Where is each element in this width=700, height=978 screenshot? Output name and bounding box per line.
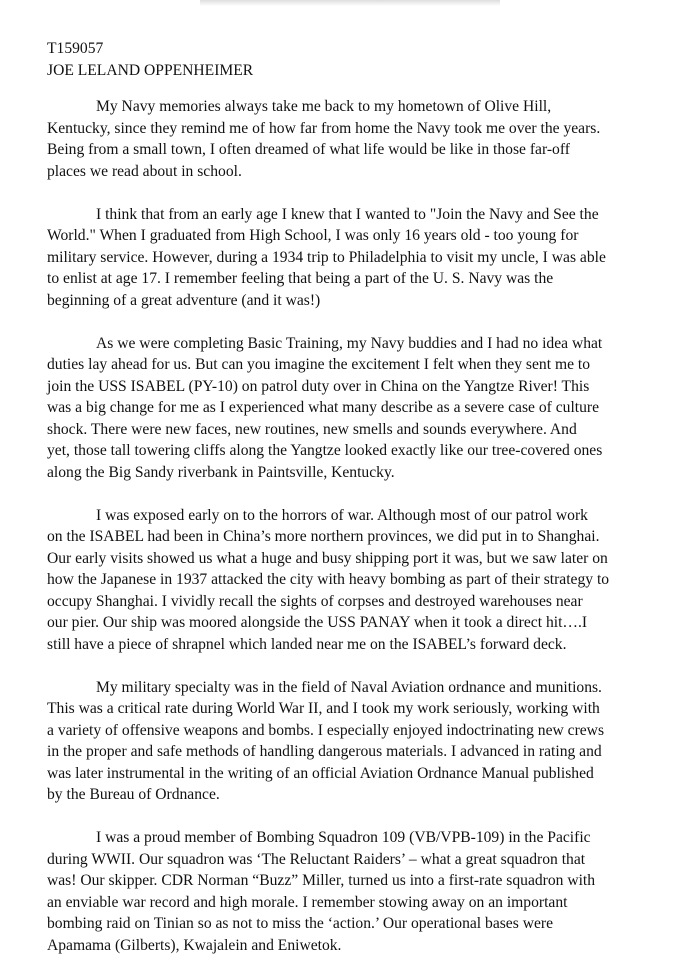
paragraph-line: My Navy memories always take me back to my hometown of Olive Hill, xyxy=(96,98,552,115)
paragraph-line: This was a critical rate during World War II, and I took my work seriously, working with xyxy=(47,700,600,718)
paragraph-line: was! Our skipper. CDR Norman “Buzz” Miller, turned us into a first-rate squadron with xyxy=(47,872,596,890)
paragraph-enlistment xyxy=(47,204,673,312)
paragraph-line: how the Japanese in 1937 attacked the city with heavy bombing as part of their strategy to xyxy=(47,571,610,589)
paragraph-line: by the Bureau of Ordnance. xyxy=(47,786,220,804)
paragraph-line: was a big change for me as I experienced what many describe as a severe case of culture xyxy=(47,399,600,417)
paragraph-line: join the USS ISABEL (PY-10) on patrol duty over in China on the Yangtze River! This xyxy=(47,377,590,395)
document-header xyxy=(47,38,667,81)
paragraph-hometown xyxy=(47,96,673,182)
paragraph-line: bombing raid on Tinian so as not to miss the ‘action.’ Our operational bases were xyxy=(47,915,553,933)
paragraph-line: World." When I graduated from High School, I was only 16 years old - too young for xyxy=(47,227,579,245)
paragraph-line: our pier. Our ship was moored alongside the USS PANAY when it took a direct hit….I xyxy=(47,614,588,632)
document-id: T159057 xyxy=(47,40,104,57)
paragraph-line: places we read about in school. xyxy=(47,162,242,180)
document-body xyxy=(47,96,673,978)
paragraph-yangtze xyxy=(47,333,673,484)
paragraph-shanghai xyxy=(47,505,673,656)
paragraph-line: My military specialty was in the field of Naval Aviation ordnance and munitions. xyxy=(96,678,602,696)
paragraph-line: a variety of offensive weapons and bombs. I especially enjoyed indoctrinating new crews xyxy=(47,721,605,739)
scan-artifact xyxy=(200,0,500,6)
paragraph-line: I think that from an early age I knew that I wanted to "Join the Navy and See the xyxy=(96,205,599,223)
paragraph-line: Being from a small town, I often dreamed of what life would be like in those far-off xyxy=(47,141,570,158)
author-name: JOE LELAND OPPENHEIMER xyxy=(47,61,254,79)
paragraph-ordnance xyxy=(47,677,673,806)
paragraph-line: an enviable war record and high morale. I remember stowing away on an important xyxy=(47,893,568,911)
paragraph-line: military service. However, during a 1934 trip to Philadelphia to visit my uncle, I was able xyxy=(47,248,606,266)
paragraph-line: yet, those tall towering cliffs along the Yangtze looked exactly like our tree-covered ones xyxy=(47,442,603,460)
paragraph-line: Apamama (Gilberts), Kwajalein and Eniwetok. xyxy=(47,936,342,954)
paragraph-line: to enlist at age 17. I remember feeling that being a part of the U. S. Navy was the xyxy=(47,270,554,288)
paragraph-line: was later instrumental in the writing of an official Aviation Ordnance Manual published xyxy=(47,764,594,782)
paragraph-line: on the ISABEL had been in China’s more northern provinces, we did put in to Shanghai. xyxy=(47,528,600,546)
paragraph-line: still have a piece of shrapnel which landed near me on the ISABEL’s forward deck. xyxy=(47,635,567,653)
paragraph-squadron xyxy=(47,827,673,956)
paragraph-line: along the Big Sandy riverbank in Paintsville, Kentucky. xyxy=(47,463,395,481)
paragraph-line: I was a proud member of Bombing Squadron 109 (VB/VPB-109) in the Pacific xyxy=(96,829,591,847)
paragraph-line: occupy Shanghai. I vividly recall the sights of corpses and destroyed warehouses near xyxy=(47,592,583,610)
paragraph-line: in the proper and safe methods of handling dangerous materials. I advanced in rating and xyxy=(47,743,602,761)
paragraph-line: As we were completing Basic Training, my Navy buddies and I had no idea what xyxy=(96,334,603,352)
paragraph-line: Kentucky, since they remind me of how far from home the Navy took me over the years. xyxy=(47,119,601,137)
paragraph-line: I was exposed early on to the horrors of war. Although most of our patrol work xyxy=(96,506,588,524)
paragraph-line: beginning of a great adventure (and it was!) xyxy=(47,291,321,309)
paragraph-line: during WWII. Our squadron was ‘The Reluctant Raiders’ – what a great squadron that xyxy=(47,850,586,868)
paragraph-line: duties lay ahead for us. But can you imagine the excitement I felt when they sent me to xyxy=(47,356,591,374)
paragraph-line: Our early visits showed us what a huge and busy shipping port it was, but we saw later on xyxy=(47,549,608,567)
paragraph-line: shock. There were new faces, new routines, new smells and sounds everywhere. And xyxy=(47,420,577,438)
